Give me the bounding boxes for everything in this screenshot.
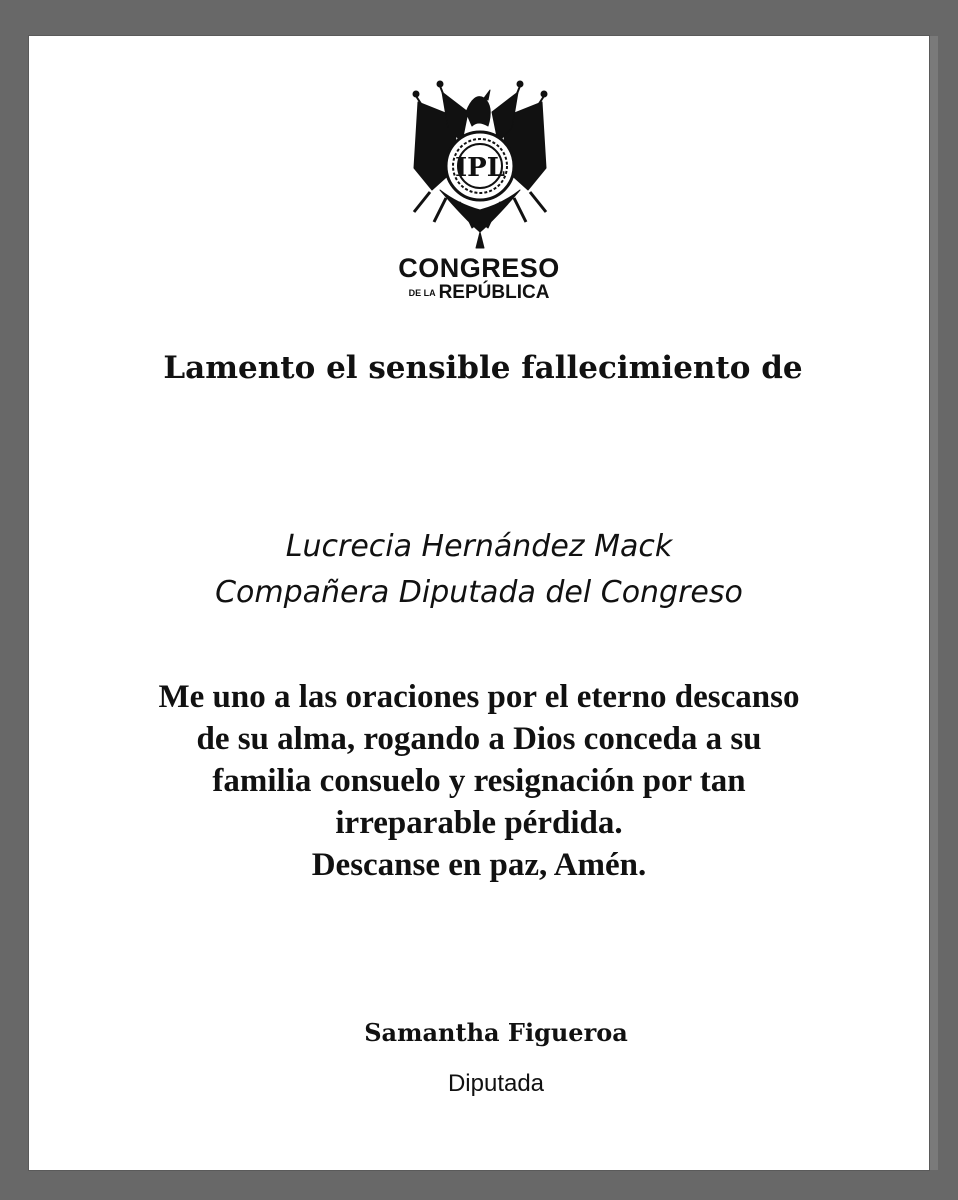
org-name-prefix: DE LA xyxy=(408,287,436,298)
signer-name: Samantha Figueroa xyxy=(364,1018,628,1047)
message-line: irreparable pérdida. xyxy=(335,805,623,841)
message-line: Descanse en paz, Amén. xyxy=(311,847,647,883)
org-name-line-2 xyxy=(0,282,958,304)
deceased-title: Compañera Diputada del Congreso xyxy=(215,575,743,610)
condolence-message xyxy=(0,676,958,886)
signer-role: Diputada xyxy=(447,1070,545,1097)
org-name-suffix: REPÚBLICA xyxy=(438,282,550,303)
message-line: de su alma, rogando a Dios conceda a su xyxy=(196,721,762,757)
svg-text:IPL: IPL xyxy=(455,153,505,183)
message-line: Me uno a las oraciones por el eterno descanso xyxy=(158,679,800,715)
message-line: familia consuelo y resignación por tan xyxy=(212,763,746,799)
org-name-line-1: CONGRESO xyxy=(398,253,560,283)
congress-emblem-icon xyxy=(402,72,558,250)
deceased-name: Lucrecia Hernández Mack xyxy=(285,529,673,564)
condolence-heading: Lamento el sensible fallecimiento de xyxy=(163,350,803,386)
deceased-block xyxy=(0,524,958,616)
